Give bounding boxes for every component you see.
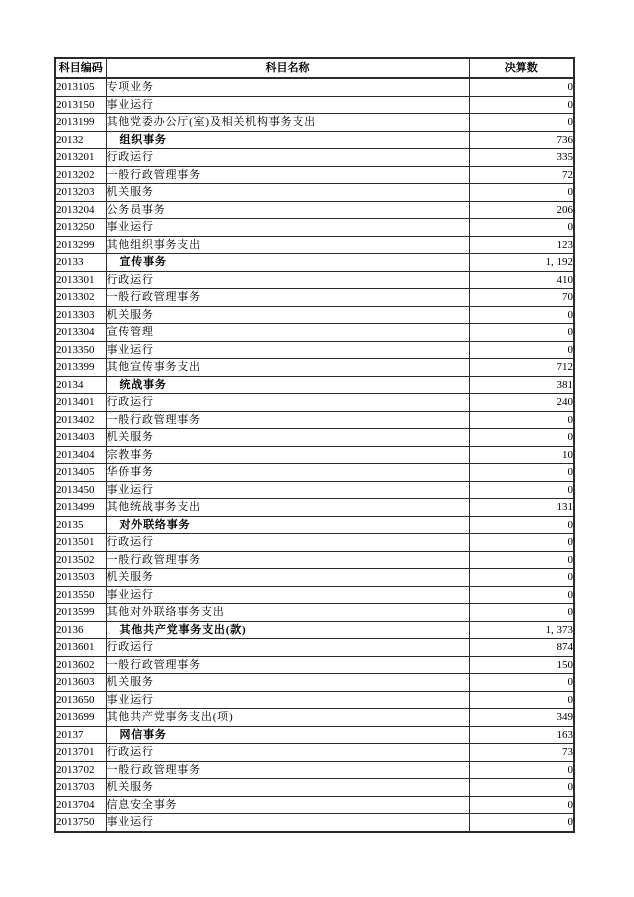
table-row xyxy=(55,551,574,569)
header-row xyxy=(55,58,574,78)
table-row xyxy=(55,96,574,114)
table-row xyxy=(55,149,574,167)
name-cell: 事业运行 xyxy=(106,96,469,114)
value-cell: 381 xyxy=(469,376,574,394)
name-cell: 机关服务 xyxy=(106,779,469,797)
value-cell: 0 xyxy=(469,516,574,534)
table-row xyxy=(55,289,574,307)
value-cell: 0 xyxy=(469,604,574,622)
code-cell: 2013302 xyxy=(55,289,106,307)
name-cell: 对外联络事务 xyxy=(106,516,469,534)
value-cell: 73 xyxy=(469,744,574,762)
name-cell: 其他对外联络事务支出 xyxy=(106,604,469,622)
value-cell: 206 xyxy=(469,201,574,219)
table-row xyxy=(55,481,574,499)
column-header-value: 决算数 xyxy=(469,58,574,78)
code-cell: 2013501 xyxy=(55,534,106,552)
name-cell: 事业运行 xyxy=(106,481,469,499)
table-row xyxy=(55,586,574,604)
value-cell: 0 xyxy=(469,411,574,429)
table-row xyxy=(55,201,574,219)
value-cell: 0 xyxy=(469,341,574,359)
name-cell: 网信事务 xyxy=(106,726,469,744)
code-cell: 2013550 xyxy=(55,586,106,604)
code-cell: 2013704 xyxy=(55,796,106,814)
name-cell: 华侨事务 xyxy=(106,464,469,482)
name-cell: 行政运行 xyxy=(106,639,469,657)
code-cell: 2013499 xyxy=(55,499,106,517)
code-cell: 2013301 xyxy=(55,271,106,289)
name-cell: 行政运行 xyxy=(106,149,469,167)
code-cell: 20134 xyxy=(55,376,106,394)
code-cell: 2013650 xyxy=(55,691,106,709)
table-row xyxy=(55,761,574,779)
code-cell: 2013450 xyxy=(55,481,106,499)
value-cell: 0 xyxy=(469,464,574,482)
value-cell: 0 xyxy=(469,306,574,324)
code-cell: 2013502 xyxy=(55,551,106,569)
value-cell: 349 xyxy=(469,709,574,727)
value-cell: 240 xyxy=(469,394,574,412)
table-row xyxy=(55,569,574,587)
code-cell: 20132 xyxy=(55,131,106,149)
value-cell: 736 xyxy=(469,131,574,149)
value-cell: 0 xyxy=(469,674,574,692)
name-cell: 机关服务 xyxy=(106,674,469,692)
table-row xyxy=(55,78,574,96)
table-row xyxy=(55,621,574,639)
name-cell: 组织事务 xyxy=(106,131,469,149)
table-row xyxy=(55,516,574,534)
table-row xyxy=(55,236,574,254)
value-cell: 123 xyxy=(469,236,574,254)
value-cell: 0 xyxy=(469,534,574,552)
table-row xyxy=(55,604,574,622)
code-cell: 2013503 xyxy=(55,569,106,587)
value-cell: 0 xyxy=(469,219,574,237)
name-cell: 事业运行 xyxy=(106,814,469,832)
table-row xyxy=(55,394,574,412)
code-cell: 2013699 xyxy=(55,709,106,727)
code-cell: 2013602 xyxy=(55,656,106,674)
value-cell: 0 xyxy=(469,551,574,569)
value-cell: 410 xyxy=(469,271,574,289)
value-cell: 0 xyxy=(469,779,574,797)
value-cell: 335 xyxy=(469,149,574,167)
code-cell: 20133 xyxy=(55,254,106,272)
table-row xyxy=(55,166,574,184)
value-cell: 0 xyxy=(469,761,574,779)
code-cell: 2013199 xyxy=(55,114,106,132)
value-cell: 70 xyxy=(469,289,574,307)
value-cell: 874 xyxy=(469,639,574,657)
value-cell: 712 xyxy=(469,359,574,377)
table-row xyxy=(55,674,574,692)
code-cell: 2013303 xyxy=(55,306,106,324)
code-cell: 2013201 xyxy=(55,149,106,167)
table-row xyxy=(55,691,574,709)
name-cell: 行政运行 xyxy=(106,744,469,762)
value-cell: 0 xyxy=(469,324,574,342)
name-cell: 一般行政管理事务 xyxy=(106,289,469,307)
code-cell: 2013304 xyxy=(55,324,106,342)
name-cell: 专项业务 xyxy=(106,78,469,96)
name-cell: 一般行政管理事务 xyxy=(106,761,469,779)
name-cell: 行政运行 xyxy=(106,394,469,412)
code-cell: 2013399 xyxy=(55,359,106,377)
table-row xyxy=(55,376,574,394)
code-cell: 2013703 xyxy=(55,779,106,797)
value-cell: 1, 373 xyxy=(469,621,574,639)
table-row xyxy=(55,639,574,657)
code-cell: 20136 xyxy=(55,621,106,639)
column-header-code: 科目编码 xyxy=(55,58,106,78)
table-row xyxy=(55,726,574,744)
code-cell: 2013599 xyxy=(55,604,106,622)
column-header-name: 科目名称 xyxy=(106,58,469,78)
value-cell: 0 xyxy=(469,429,574,447)
table-row xyxy=(55,271,574,289)
table-row xyxy=(55,131,574,149)
table-row xyxy=(55,184,574,202)
value-cell: 150 xyxy=(469,656,574,674)
table-body xyxy=(55,78,574,832)
table-row xyxy=(55,341,574,359)
name-cell: 机关服务 xyxy=(106,184,469,202)
name-cell: 一般行政管理事务 xyxy=(106,166,469,184)
name-cell: 公务员事务 xyxy=(106,201,469,219)
code-cell: 2013202 xyxy=(55,166,106,184)
value-cell: 0 xyxy=(469,78,574,96)
code-cell: 2013404 xyxy=(55,446,106,464)
code-cell: 2013150 xyxy=(55,96,106,114)
code-cell: 2013204 xyxy=(55,201,106,219)
value-cell: 0 xyxy=(469,691,574,709)
value-cell: 0 xyxy=(469,586,574,604)
table-row xyxy=(55,779,574,797)
name-cell: 事业运行 xyxy=(106,219,469,237)
code-cell: 2013601 xyxy=(55,639,106,657)
name-cell: 其他共产党事务支出(款) xyxy=(106,621,469,639)
code-cell: 2013250 xyxy=(55,219,106,237)
table-row xyxy=(55,656,574,674)
table-row xyxy=(55,411,574,429)
name-cell: 事业运行 xyxy=(106,691,469,709)
code-cell: 20137 xyxy=(55,726,106,744)
table-row xyxy=(55,429,574,447)
value-cell: 72 xyxy=(469,166,574,184)
name-cell: 事业运行 xyxy=(106,341,469,359)
value-cell: 0 xyxy=(469,796,574,814)
value-cell: 131 xyxy=(469,499,574,517)
value-cell: 0 xyxy=(469,481,574,499)
name-cell: 其他党委办公厅(室)及相关机构事务支出 xyxy=(106,114,469,132)
name-cell: 其他宣传事务支出 xyxy=(106,359,469,377)
name-cell: 信息安全事务 xyxy=(106,796,469,814)
table-row xyxy=(55,534,574,552)
table-row xyxy=(55,254,574,272)
code-cell: 2013401 xyxy=(55,394,106,412)
value-cell: 1, 192 xyxy=(469,254,574,272)
name-cell: 一般行政管理事务 xyxy=(106,551,469,569)
value-cell: 0 xyxy=(469,184,574,202)
table-row xyxy=(55,324,574,342)
table-row xyxy=(55,709,574,727)
name-cell: 其他统战事务支出 xyxy=(106,499,469,517)
name-cell: 宣传事务 xyxy=(106,254,469,272)
value-cell: 163 xyxy=(469,726,574,744)
name-cell: 机关服务 xyxy=(106,429,469,447)
table-row xyxy=(55,306,574,324)
table-row xyxy=(55,359,574,377)
code-cell: 2013702 xyxy=(55,761,106,779)
table-row xyxy=(55,446,574,464)
name-cell: 一般行政管理事务 xyxy=(106,656,469,674)
table-header xyxy=(55,58,574,78)
name-cell: 机关服务 xyxy=(106,306,469,324)
name-cell: 行政运行 xyxy=(106,534,469,552)
code-cell: 2013299 xyxy=(55,236,106,254)
table-row xyxy=(55,499,574,517)
code-cell: 2013105 xyxy=(55,78,106,96)
code-cell: 2013603 xyxy=(55,674,106,692)
code-cell: 2013750 xyxy=(55,814,106,832)
name-cell: 行政运行 xyxy=(106,271,469,289)
code-cell: 2013350 xyxy=(55,341,106,359)
name-cell: 其他组织事务支出 xyxy=(106,236,469,254)
budget-table xyxy=(54,57,575,833)
name-cell: 其他共产党事务支出(项) xyxy=(106,709,469,727)
name-cell: 事业运行 xyxy=(106,586,469,604)
name-cell: 一般行政管理事务 xyxy=(106,411,469,429)
code-cell: 2013403 xyxy=(55,429,106,447)
value-cell: 0 xyxy=(469,814,574,832)
code-cell: 2013402 xyxy=(55,411,106,429)
name-cell: 宗教事务 xyxy=(106,446,469,464)
code-cell: 2013701 xyxy=(55,744,106,762)
name-cell: 机关服务 xyxy=(106,569,469,587)
table-row xyxy=(55,744,574,762)
name-cell: 统战事务 xyxy=(106,376,469,394)
value-cell: 10 xyxy=(469,446,574,464)
value-cell: 0 xyxy=(469,114,574,132)
value-cell: 0 xyxy=(469,569,574,587)
code-cell: 2013203 xyxy=(55,184,106,202)
table-row xyxy=(55,796,574,814)
name-cell: 宣传管理 xyxy=(106,324,469,342)
code-cell: 2013405 xyxy=(55,464,106,482)
table-row xyxy=(55,219,574,237)
value-cell: 0 xyxy=(469,96,574,114)
table-row xyxy=(55,464,574,482)
table-row xyxy=(55,114,574,132)
table-row xyxy=(55,814,574,832)
code-cell: 20135 xyxy=(55,516,106,534)
